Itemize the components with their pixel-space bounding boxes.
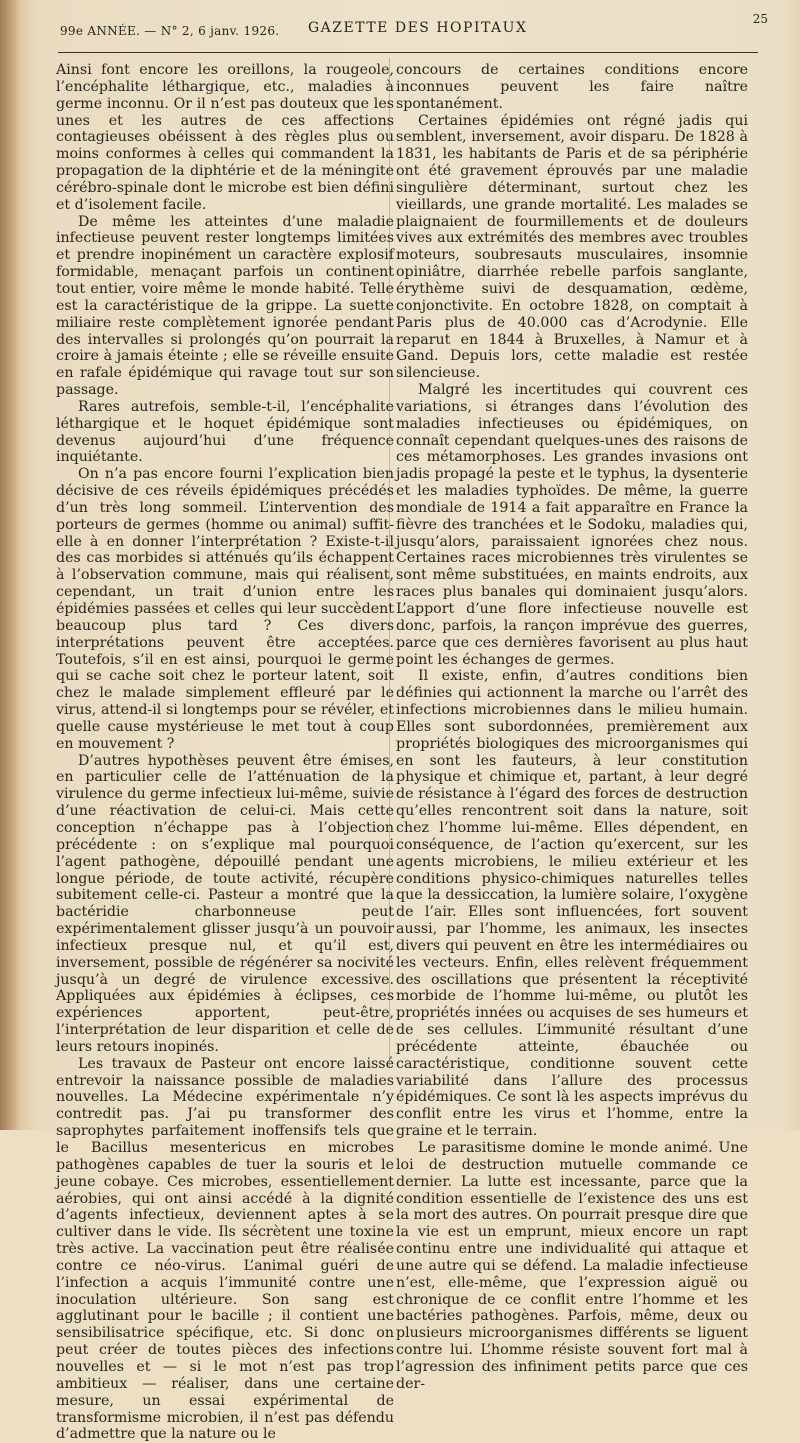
paragraph: Les travaux de Pasteur ont encore laissé entrevoir la naissance possible de maladies nouvelles. La Médecine expérimentale n’y contredit pas. J’ai pu transformer des saprophytes parfaitement inoffensifs tels que le Bacillus mesentericus en microbes pathogènes capables de tuer la souris et le jeune cobaye. Ces microbes, essentiellement aérobies, qui ont ainsi accédé à la dignité d’agents infectieux, deviennent aptes à se cultiver dans le vide. Ils sécrètent une toxine très active. La vaccination peut être réalisée contre ce néo-virus. L’animal guéri de l’infection a acquis l’immunité contre une inoculation ultérieure. Son sang est agglutinant pour le bacille ; il contient une sensibilisatrice spécifique, etc. Si donc on peut créer de toutes pièces des infections nouvelles et — si le mot n’est pas trop ambitieux — réaliser, dans une certaine mesure, un essai expérimental de transformisme microbien, il n’est pas défendu d’admettre que la nature ou le [56,1055,394,1443]
page-header [60,12,768,44]
paragraph: Certaines épidémies ont régné jadis qui semblent, inversement, avoir disparu. De 1828 à 1831, les habitants de Paris et de sa périphérie ont été gravement éprouvés par une maladie singulière déterminant, surtout chez les vieillards, une grande mortalité. Les malades se plaignaient de fourmillements et de douleurs vives aux extrémités des membres avec troubles moteurs, soubresauts musculaires, insomnie opiniâtre, diarrhée rebelle parfois sanglante, érythème suivi de desquamation, œdème, conjonctivite. En octobre 1828, on comptait à Paris plus de 40.000 cas d’Acrodynie. Elle reparut en 1844 à Bruxelles, à Namur et à Gand. Depuis lors, cette maladie est restée silencieuse. [396,112,748,382]
paragraph: Ainsi font encore les oreillons, la rougeole, l’encéphalite léthargique, etc., maladies à germe inconnu. Or il n’est pas douteux que les unes et les autres de ces affections contagieuses obéissent à des règles plus ou moins conformes à celles qui commandent la propagation de la diphtérie et de la méningite cérébro-spinale dont le microbe est bien défini et d’isolement facile. [56,62,394,213]
binding-edge [0,0,20,1130]
issue-info: 99e ANNÉE. — N° 2, 6 janv. 1926. [60,24,280,38]
paragraph: D’autres hypothèses peuvent être émises, en particulier celle de l’atténuation de la virulence du germe infectieux lui-même, suivie d’une réactivation de celui-ci. Mais cette conception n’échappe pas à l’objection précédente : on s’explique mal pourquoi l’agent pathogène, dépouillé pendant une longue période, de toute activité, récupère subitement celle-ci. Pasteur a montré que la bactéridie charbonneuse peut expérimentalement glisser jusqu’à un pouvoir infectieux presque nul, et qu’il est, inversement, possible de régénérer sa nocivité jusqu’à un degré de virulence excessive. Appliquées aux épidémies à éclipses, ces expériences apportent, peut-être, l’interprétation de leur disparition et celle de leurs retours inopinés. [56,752,394,1055]
paragraph: Il existe, enfin, d’autres conditions bien définies qui actionnent la marche ou l’arrêt des infections microbiennes dans le milieu humain. Elles sont subordonnées, premièrement aux propriétés biologiques des microorganismes qui en sont les fauteurs, à leur constitution physique et chimique et, partant, à leur degré de résistance à l’égard des forces de destruction qu’elles rencontrent soit dans la nature, soit chez l’homme lui-même. Elles dépendent, en conséquence, de l’action qu’exercent, sur les agents microbiens, le milieu extérieur et les conditions physico-chimiques naturelles telles que la dessiccation, la lumière solaire, l’oxygène de l’air. Elles sont influencées, fort souvent aussi, par l’homme, les animaux, les insectes divers qui peuvent en être les intermédiaires ou les vecteurs. Enfin, elles relèvent fréquemment des oscillations que présentent la réceptivité morbide de l’homme lui-même, ou plutôt les propriétés innées ou acquises de ses humeurs et de ses cellules. L’immunité résultant d’une précédente atteinte, ébauchée ou caractéristique, conditionne souvent cette variabilité dans l’allure des processus épidémiques. Ce sont là les aspects imprévus du conflit entre les virus et l’homme, entre la graine et le terrain. [396,668,748,1140]
paragraph: Malgré les incertitudes qui couvrent ces variations, si étranges dans l’évolution des maladies infectieuses ou épidémiques, on connaît cependant quelques-unes des raisons de ces métamorphoses. Les grandes invasions ont jadis propagé la peste et le typhus, la dysenterie et les maladies typhoïdes. De même, la guerre mondiale de 1914 a fait apparaître en France la fièvre des tranchées et le Sodoku, maladies qui, jusqu’alors, paraissaient ignorées chez nous. Certaines races microbiennes très virulentes se sont même substituées, en maints endroits, aux races plus banales qui dominaient jusqu’alors. L’apport d’une flore infectieuse nouvelle est donc, parfois, la rançon imprévue des guerres, parce que ces dernières favorisent au plus haut point les échanges de germes. [396,382,748,668]
paragraph: Le parasitisme domine le monde animé. Une loi de destruction mutuelle commande ce dernier. La lutte est incessante, parce que la condition essentielle de l’existence des uns est la mort des autres. On pourrait presque dire que la vie est un emprunt, mieux encore un rapt continu entre une individualité qui attaque et une autre qui se défend. La maladie infectieuse n’est, elle-même, que l’expression aiguë ou chronique de ce conflit entre l’homme et les bactéries pathogènes. Parfois, même, deux ou plusieurs microorganismes différents se liguent contre lui. L’homme résiste souvent fort mal à l’agression des infiniment petits parce que ces der- [396,1140,748,1392]
left-column [56,62,394,1443]
page-number: 25 [752,12,768,26]
paragraph: De même les atteintes d’une maladie infectieuse peuvent rester longtemps limitées et prendre inopinément un caractère explosif formidable, menaçant parfois un continent tout entier, voire même le monde habité. Telle est la caractéristique de la grippe. La suette miliaire reste complètement ignorée pendant des intervalles si prolongés qu’on pourrait la croire à jamais éteinte ; elle se réveille ensuite en rafale épidémique qui ravage tout sur son passage. [56,213,394,399]
paragraph: concours de certaines conditions encore inconnues peuvent les faire naître spontanément. [396,62,748,112]
paragraph: On n’a pas encore fourni l’explication bien décisive de ces réveils épidémiques précédés d’un très long sommeil. L’intervention des porteurs de germes (homme ou animal) suffit-elle à en donner l’interprétation ? Existe-t-il des cas morbides si atténués qu’ils échappent à l’observation commune, mais qui réalisent, cependant, un trait d’union entre les épidémies passées et celles qui leur succèdent beaucoup plus tard ? Ces divers interprétations peuvent être acceptées. Toutefois, s’il en est ainsi, pourquoi le germe qui se cache soit chez le porteur latent, soit chez le malade simplement effleuré par le virus, attend-il si longtemps pour se révéler, et quelle cause mystérieuse le met tout à coup en mouvement ? [56,466,394,752]
right-column [396,62,748,1393]
journal-title: GAZETTE DES HOPITAUX [308,20,528,36]
header-rule [58,52,758,53]
paragraph: Rares autrefois, semble-t-il, l’encéphalite léthargique et le hoquet épidémique sont devenus aujourd’hui d’une fréquence inquiétante. [56,398,394,466]
